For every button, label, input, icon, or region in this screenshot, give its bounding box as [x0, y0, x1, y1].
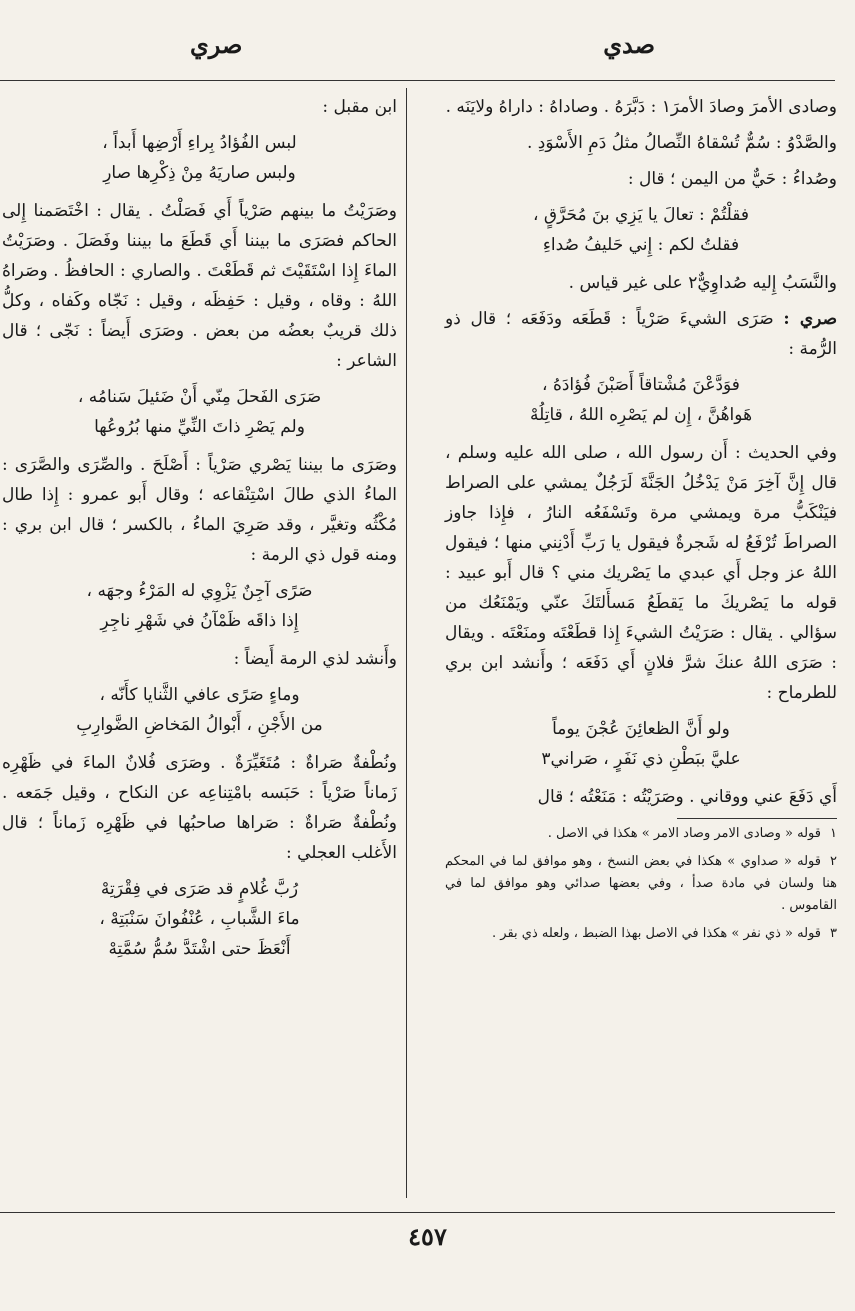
verse-line: ماءَ الشَّبابِ ، عُنْفُوانَ سَنْبَتِهْ ، — [99, 909, 300, 929]
paragraph: وصادى الأمرَ وصادَ الأمرَ١ : دَبَّرَهُ . وصاداهُ : داراهُ ولايَنَه . — [445, 97, 837, 117]
footnote-number: ١ — [830, 826, 837, 841]
entry-text: صَرَى الشيءَ صَرْياً : قَطَعَه ودَفَعَه ؛ قال ذو الرُّمة : — [445, 309, 837, 359]
paragraph: وصَرَيْتُ ما بينهم صَرْياً أَي فَصَلْتُ . يقال : اخْتَصَمنا إِلى الحاكم فصَرَى ما بيننا أَي قَطَعَ ما بيننا وفَصَلَ . وصَرَيْتُ الماءَ إِذا اسْتَقَيْتَ ثم قَطَعْتَ . والصاري : الحافظُ . وصَراهُ اللهُ : وقاه ، وقيل : حَفِظَه ، وقيل : نَجّاه وكَفاه ، وكلُّ ذلك قريبٌ بعضُه من بعض . وصَرَى أَيضاً : نَجّى ؛ قال الشاعر : — [2, 201, 397, 371]
paragraph: ابن مقبل : — [322, 97, 397, 117]
verse-line: صَرَى الفَحلَ مِنّي أَنْ ضَئيلَ سَنامُه ، — [77, 387, 322, 407]
paragraph: والصَّدْوُ : سُمٌّ تُسْقاهُ النِّصالُ مثلُ دَمِ الأَسْوَدِ . — [526, 133, 837, 153]
paragraph: ونُطْفةٌ صَراةٌ : مُتَغَيِّرَةٌ . وصَرَى فُلانٌ الماءَ في ظَهْرِه زَماناً صَرْياً : حَبَسه بامْتِناعِه عن النكاح ، وقيل جَمَعه . ونُطْفةٌ صَراةٌ : صَراها صاحبُها في ظَهْرِه زَماناً ؛ قال الأَغلب العجلي : — [2, 753, 397, 863]
verse — [445, 370, 837, 430]
footnote-number: ٢ — [830, 854, 837, 869]
header-left-entry: صري — [190, 30, 243, 59]
verse-line: وماءٍ صَرًى عافي الثَّنايا كأَنّه ، — [99, 685, 300, 705]
paragraph: وفي الحديث : أَن رسول الله ، صلى الله عليه وسلم ، قال إِنَّ آخِرَ مَنْ يَدْخُلُ الجَنَّةَ لَرَجُلٌ يمشي على الصراط فيَنْكَبُّ مرة ويمشي مرة وتَسْفَعُه النارُ ، فإِذا جاوز الصراطَ تُرْفَعُ له شَجرةٌ فيقول يا رَبِّ أَدْنِني منها ؛ فيقول اللهُ عز وجل أَي عبدي ما يَصْريك مني ؟ قال أَبو عبيد : قوله ما يَصْريكَ ما يَقطَعُ مَسأَلتَكَ عنّي ويَمْنَعُك من سؤالي . يقال : صَرَيْتُ الشيءَ إِذا قطَعْتَه ومنَعْتَه . ويقال : صَرَى اللهُ عنكَ شرَّ فلانٍ أَي دَفَعَه ؛ وأَنشد ابن بري للطرماح : — [445, 443, 837, 703]
paragraph: والنَّسَبُ إِليه صُداوِيٌّ٢ على غير قياس . — [568, 273, 837, 293]
verse-line: هَواهُنَّ ، إِن لم يَصْرِه اللهُ ، قاتِلُهْ — [529, 405, 753, 425]
footnote-text: قوله « وصادى الامر وصاد الامر » هكذا في الاصل . — [547, 826, 821, 841]
header-right-entry: صدي — [603, 30, 655, 59]
verse — [2, 576, 397, 636]
verse-line: عليَّ ببَطْنِ ذي نَفَرٍ ، صَراني٣ — [541, 749, 741, 769]
footnote — [445, 823, 837, 845]
verse-line: فوَدَّعْنَ مُشْتاقاً أَصَبْنَ فُؤادَهُ ، — [542, 375, 740, 395]
column-divider — [406, 88, 407, 1198]
verse-line: فقلْتُمْ : تعالَ يا يَزِي بنَ مُحَرَّقٍ ، — [533, 205, 749, 225]
verse — [445, 200, 837, 260]
paragraph: وصُداءُ : حَيٌّ من اليمن ؛ قال : — [627, 169, 837, 189]
paragraph — [445, 304, 837, 364]
header-rule — [0, 80, 835, 81]
verse — [2, 874, 397, 964]
footnote-text: قوله « ذي نفر » هكذا في الاصل بهذا الضبط ، ولعله ذي بقر . — [492, 926, 821, 941]
verse-line: ولو أَنَّ الظعائِنَ عُجْنَ يوماً — [552, 719, 730, 739]
footer-rule — [0, 1212, 835, 1213]
entry-headword: صري : — [783, 309, 837, 329]
footnote-text: قوله « صداوي » هكذا في بعض النسخ ، وهو موافق لما في المحكم هنا ولسان في مادة صدأ ، وفي بعضها صدائي وهو موافق لما في القاموس . — [445, 854, 837, 913]
verse-line: ولبس صاريَهُ مِنْ ذِكْرِها صارِ — [103, 163, 296, 183]
verse-line: من الأَجْنِ ، أَبْوالُ المَخاضِ الضَّوارِبِ — [76, 715, 323, 735]
footnote — [445, 851, 837, 917]
verse-line: فقلتُ لكم : إِني حَليفُ صُداءِ — [542, 235, 740, 255]
paragraph: وأَنشد لذي الرمة أَيضاً : — [233, 649, 397, 669]
page-number: ٤٥٧ — [408, 1222, 447, 1251]
verse — [2, 382, 397, 442]
verse — [445, 714, 837, 774]
verse-line: ولم يَصْرِ ذاتَ النِّيِّ منها بُرُوعُها — [94, 417, 305, 437]
right-column — [445, 92, 837, 951]
verse-line: أَنْعَظَ حتى اشْتَدَّ سُمُّ سُمَّتِهْ — [108, 939, 291, 959]
footnote — [445, 923, 837, 945]
footnote-rule — [677, 818, 837, 819]
verse — [2, 128, 397, 188]
verse-line: لبس الفُؤادُ بِراءِ أَرْضِها أَبداً ، — [102, 133, 297, 153]
verse-line: صَرًى آجِنٌ يَزْوِي له المَرْءُ وجهَه ، — [86, 581, 313, 601]
verse — [2, 680, 397, 740]
footnote-number: ٣ — [830, 926, 837, 941]
verse-line: إِذا ذاقَه ظَمْآنُ في شَهْرِ ناجِرِ — [100, 611, 299, 631]
paragraph: أَي دَفَعَ عني ووقاني . وصَرَيْتُه : مَنَعْتُه ؛ قال — [537, 787, 837, 807]
left-column — [2, 92, 397, 972]
verse-line: رُبَّ غُلامٍ قد صَرَى في فِقْرَتِهْ — [100, 879, 299, 899]
paragraph: وصَرَى ما بيننا يَصْري صَرْياً : أَصْلَحَ . والصِّرَى والصَّرَى : الماءُ الذي طالَ اسْتِنْقاعه ؛ وقال أَبو عمرو : إِذا طال مُكْثُه وتغيَّر ، وقد صَرِيَ الماءُ ، بالكسر ؛ قال ابن بري : ومنه قول ذي الرمة : — [2, 455, 397, 565]
